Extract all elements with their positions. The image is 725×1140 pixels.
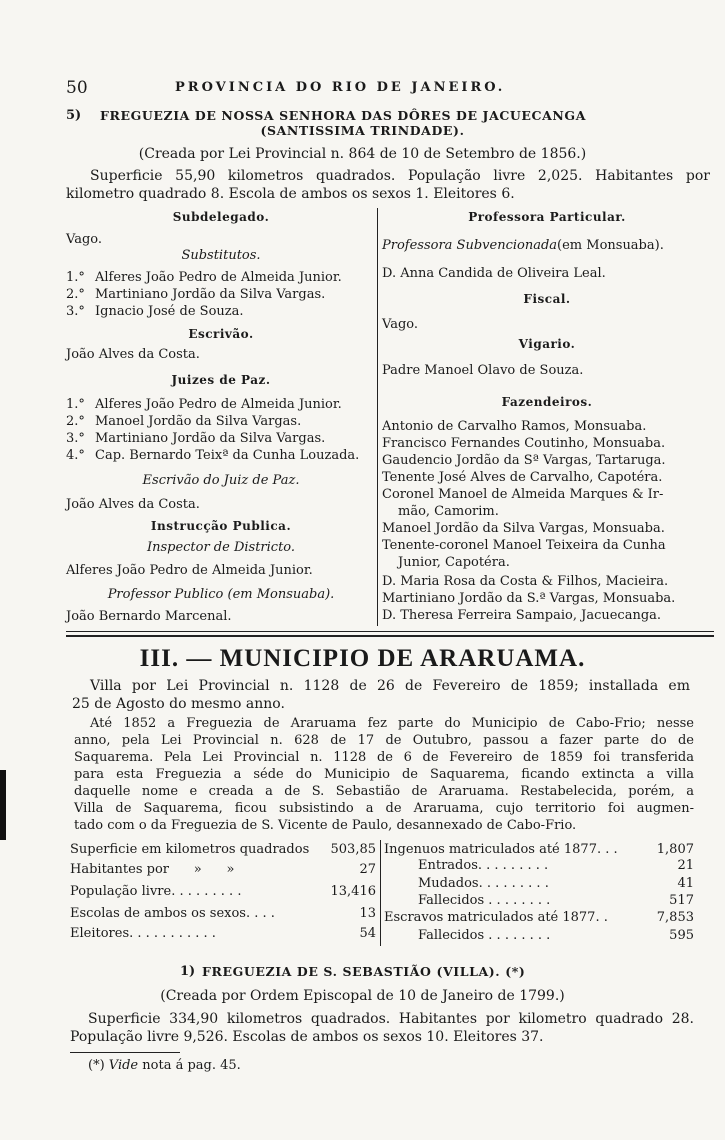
juiz-num: 2.°	[66, 414, 85, 429]
stat-label: Fallecidos . . . . . . . .	[418, 928, 551, 943]
section5-number: 5)	[66, 108, 82, 123]
municipio-para2-line: para esta Freguezia a séde do Municipio de Saquarema, ficando extincta a villa	[74, 767, 694, 782]
stat-label: Habitantes por » »	[70, 862, 235, 877]
stat-label: Ingenuos matriculados até 1877. . .	[384, 842, 618, 857]
stat-value: 21	[677, 858, 694, 873]
fazendeiro-line: Antonio de Carvalho Ramos, Monsuaba.	[382, 419, 647, 434]
inspector-value: Alferes João Pedro de Almeida Junior.	[66, 563, 313, 578]
footnote-text: nota á pag. 45.	[142, 1058, 241, 1073]
professor-value: João Bernardo Marcenal.	[66, 609, 232, 624]
section1-stats-line1: Superficie 334,90 kilometros quadrados. Habitantes por kilometro quadrado 28.	[88, 1011, 694, 1027]
stat-value: 503,85	[330, 842, 376, 857]
vigario-heading: Vigario.	[518, 337, 576, 351]
municipio-para2-line: Até 1852 a Freguezia de Araruama fez parte do Municipio de Cabo-Frio; nesse	[90, 716, 694, 731]
instrucao-heading: Instrucção Publica.	[150, 519, 292, 533]
stat-value: 7,853	[656, 910, 694, 925]
professora-sub-italic: Professora Subvencionada	[382, 238, 558, 253]
stat-label: Entrados. . . . . . . . .	[418, 858, 549, 873]
fazendeiro-line: Francisco Fernandes Coutinho, Monsuaba.	[382, 436, 666, 451]
fazendeiro-line: Martiniano Jordão da S.ª Vargas, Monsuaba.	[382, 591, 676, 606]
professor-heading: Professor Publico (em Monsuaba).	[107, 587, 335, 602]
escrivao-value: João Alves da Costa.	[66, 347, 200, 362]
inspector-heading: Inspector de Districto.	[146, 540, 296, 555]
stat-label: Eleitores. . . . . . . . . . .	[70, 926, 216, 941]
fazendeiro-line: Gaudencio Jordão da Sª Vargas, Tartaruga.	[382, 453, 666, 468]
juiz-num: 4.°	[66, 448, 85, 463]
fazendeiro-line: Junior, Capotéra.	[398, 555, 510, 570]
footnote-vide: Vide	[108, 1058, 139, 1073]
professora-heading: Professora Particular.	[468, 210, 626, 224]
juiz-name: Martiniano Jordão da Silva Vargas.	[95, 431, 326, 446]
professora-value: D. Anna Candida de Oliveira Leal.	[382, 266, 606, 281]
section5-title-line1: FREGUEZIA DE NOSSA SENHORA DAS DÔRES DE JACUECANGA	[100, 108, 586, 123]
section1-creation: (Creada por Ordem Episcopal de 10 de Janeiro de 1799.)	[160, 988, 565, 1004]
stat-value: 1,807	[656, 842, 694, 857]
substituto-num: 2.°	[66, 287, 85, 302]
column-divider	[377, 208, 378, 626]
stat-label: Mudados. . . . . . . . .	[418, 876, 549, 891]
stat-label: Fallecidos . . . . . . . .	[418, 893, 551, 908]
municipio-title: III. — MUNICIPIO DE ARARUAMA.	[139, 645, 586, 672]
margin-ink-mark	[0, 770, 6, 840]
substituto-num: 1.°	[66, 270, 85, 285]
municipio-para2-line: Villa de Saquarema, ficou subsistindo a de Araruama, cujo territorio foi augmen-	[74, 801, 694, 816]
fiscal-value: Vago.	[382, 317, 418, 332]
fazendeiro-line: D. Maria Rosa da Costa & Filhos, Macieira.	[382, 574, 669, 589]
substituto-name: Alferes João Pedro de Almeida Junior.	[95, 270, 342, 285]
stats-divider	[380, 840, 381, 946]
substituto-name: Martiniano Jordão da Silva Vargas.	[95, 287, 326, 302]
stat-value: 517	[669, 893, 694, 908]
stat-value: 595	[669, 928, 694, 943]
escrivao-heading: Escrivão.	[188, 327, 254, 341]
fazendeiro-line: Tenente-coronel Manoel Teixeira da Cunha	[382, 538, 666, 553]
fazendeiro-line: Coronel Manoel de Almeida Marques & Ir-	[382, 487, 664, 502]
footnote-mark: (*)	[88, 1058, 105, 1073]
subdelegado-heading: Subdelegado.	[172, 210, 270, 224]
fazendeiros-heading: Fazendeiros.	[501, 395, 593, 409]
section5-title-line2: (SANTISSIMA TRINDADE).	[260, 123, 465, 138]
substitutos-heading: Substitutos.	[181, 248, 261, 263]
professora-sub	[382, 238, 664, 253]
footnote	[88, 1058, 241, 1073]
section5-stats-line2: kilometro quadrado 8. Escola de ambos os sexos 1. Eleitores 6.	[66, 186, 515, 202]
subdelegado-value: Vago.	[66, 232, 102, 247]
escrivao-juiz-heading: Escrivão do Juiz de Paz.	[142, 473, 300, 488]
fazendeiro-line: Tenente José Alves de Carvalho, Capotéra.	[382, 470, 663, 485]
fazendeiro-line: mão, Camorim.	[398, 504, 499, 519]
stat-label: População livre. . . . . . . . .	[70, 884, 242, 899]
page-number: 50	[66, 78, 88, 98]
running-title: PROVINCIA DO RIO DE JANEIRO.	[175, 80, 506, 95]
municipio-para2-line: tado com o da Freguezia de S. Vicente de Paulo, desannexado de Cabo-Frio.	[74, 818, 577, 833]
municipio-para1-line1: Villa por Lei Provincial n. 1128 de 26 de Fevereiro de 1859; installada em	[90, 678, 690, 694]
section1-title: FREGUEZIA DE S. SEBASTIÃO (VILLA). (*)	[202, 964, 526, 979]
juizes-heading: Juizes de Paz.	[171, 373, 271, 387]
substituto-num: 3.°	[66, 304, 85, 319]
stat-label: Escravos matriculados até 1877. .	[384, 910, 608, 925]
stat-value: 13,416	[330, 884, 376, 899]
footnote-rule	[70, 1052, 180, 1053]
municipio-para2-line: daquelle nome e creada a de S. Sebastião de Araruama. Restabelecida, porém, a	[74, 784, 694, 799]
stat-value: 54	[359, 926, 376, 941]
fazendeiro-line: D. Theresa Ferreira Sampaio, Jacuecanga.	[382, 608, 662, 623]
municipio-para1-line2: 25 de Agosto do mesmo anno.	[72, 696, 285, 712]
stat-label: Escolas de ambos os sexos. . . .	[70, 906, 275, 921]
escrivao-juiz-value: João Alves da Costa.	[66, 497, 200, 512]
section-divider	[66, 635, 714, 637]
juiz-num: 3.°	[66, 431, 85, 446]
juiz-name: Cap. Bernardo Teixª da Cunha Louzada.	[95, 448, 360, 463]
substituto-name: Ignacio José de Souza.	[95, 304, 244, 319]
section5-creation: (Creada por Lei Provincial n. 864 de 10 de Setembro de 1856.)	[138, 146, 587, 162]
section1-number: 1)	[180, 964, 196, 979]
section5-stats-line1: Superficie 55,90 kilometros quadrados. População livre 2,025. Habitantes por	[90, 168, 710, 184]
juiz-name: Manoel Jordão da Silva Vargas.	[95, 414, 302, 429]
section-divider	[66, 631, 714, 632]
stat-value: 41	[677, 876, 694, 891]
fiscal-heading: Fiscal.	[523, 292, 571, 306]
juiz-num: 1.°	[66, 397, 85, 412]
professora-sub-rest: (em Monsuaba).	[557, 238, 664, 253]
stat-value: 13	[359, 906, 376, 921]
stat-value: 27	[359, 862, 376, 877]
juiz-name: Alferes João Pedro de Almeida Junior.	[95, 397, 342, 412]
municipio-para2-line: anno, pela Lei Provincial n. 628 de 17 de Outubro, passou a fazer parte do de	[74, 733, 694, 748]
municipio-para2-line: Saquarema. Pela Lei Provincial n. 1128 de 6 de Fevereiro de 1859 foi transferida	[74, 750, 694, 765]
vigario-value: Padre Manoel Olavo de Souza.	[382, 363, 584, 378]
section1-stats-line2: População livre 9,526. Escolas de ambos os sexos 10. Eleitores 37.	[70, 1029, 544, 1045]
stat-label: Superficie em kilometros quadrados	[70, 842, 310, 857]
fazendeiro-line: Manoel Jordão da Silva Vargas, Monsuaba.	[382, 521, 665, 536]
